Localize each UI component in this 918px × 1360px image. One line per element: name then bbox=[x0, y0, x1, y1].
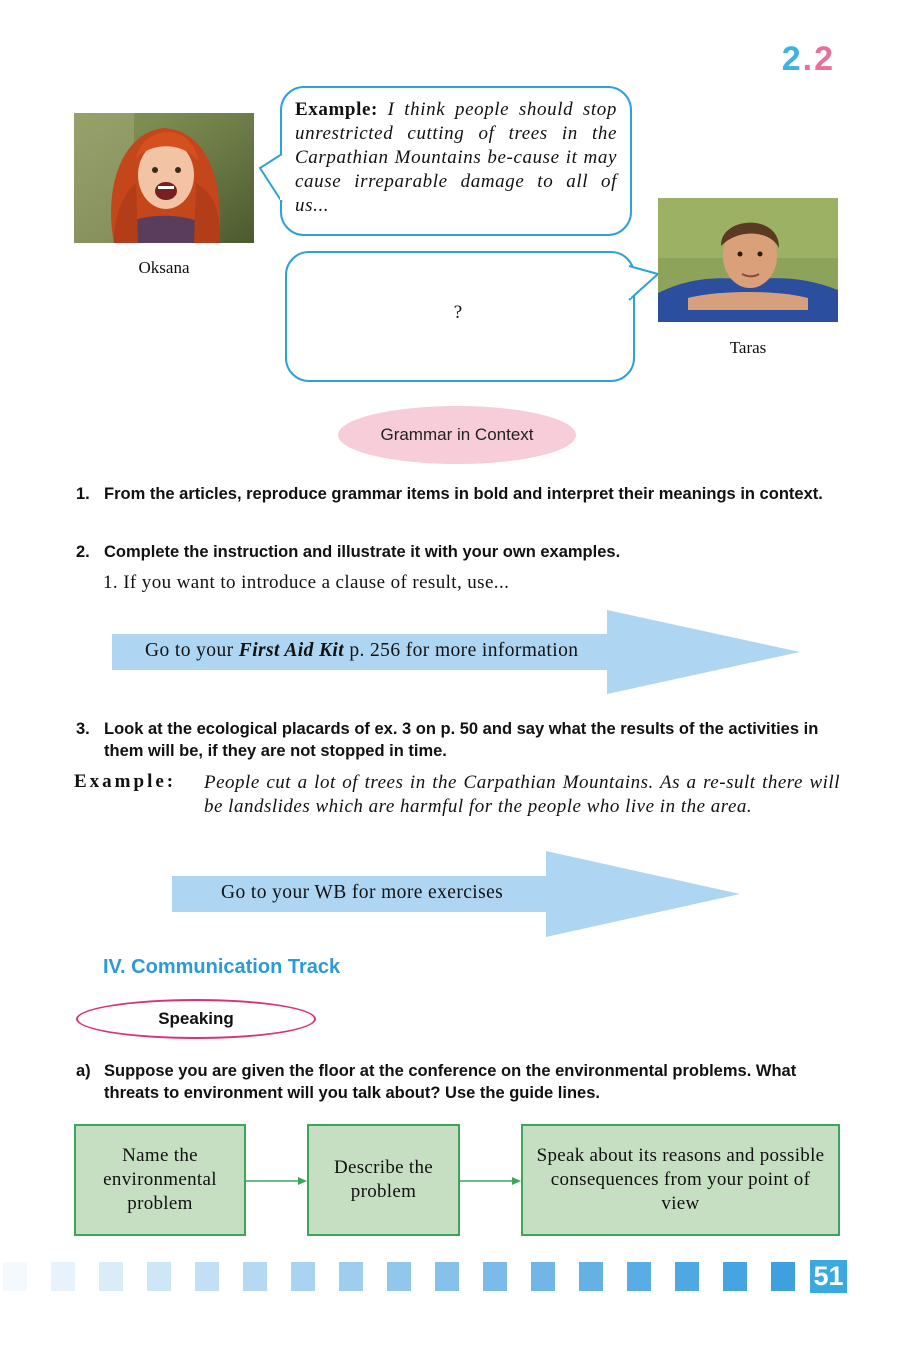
footer-square bbox=[771, 1262, 795, 1291]
section-dot: . bbox=[802, 40, 815, 78]
footer-square bbox=[723, 1262, 747, 1291]
footer-square bbox=[51, 1262, 75, 1291]
footer-square bbox=[531, 1262, 555, 1291]
footer-square bbox=[579, 1262, 603, 1291]
first-aid-kit-title: First Aid Kit bbox=[238, 640, 345, 661]
oksana-caption: Oksana bbox=[138, 258, 190, 277]
section-number bbox=[782, 40, 835, 79]
task-1-number: 1. bbox=[76, 485, 90, 503]
example-label: Example: bbox=[295, 99, 378, 120]
taras-caption: Taras bbox=[729, 338, 767, 357]
oksana-speech-text bbox=[295, 98, 617, 218]
flow-step-3 bbox=[521, 1124, 840, 1236]
flow-arrow-1 bbox=[246, 1174, 308, 1188]
task-3-text: Look at the ecological placards of ex. 3 on p. 50 and say what the results of the activities in them will be, if they are not stopped in time. bbox=[104, 720, 819, 760]
section-major: 2 bbox=[781, 40, 803, 78]
arrow1-suffix: p. 256 for more information bbox=[344, 640, 579, 661]
task-a bbox=[76, 1060, 840, 1104]
footer-square bbox=[291, 1262, 315, 1291]
communication-track-heading: IV. Communication Track bbox=[103, 956, 341, 978]
oksana-speech: I think people should stop unrestricted cutting of trees in the Carpathian Mountains be-cause it may cause irreparable damage to all of us... bbox=[295, 99, 617, 216]
task-1-text: From the articles, reproduce grammar items in bold and interpret their meanings in context. bbox=[104, 485, 823, 503]
taras-photo bbox=[658, 198, 838, 322]
oksana-bubble-tail bbox=[258, 150, 284, 210]
task-a-text: Suppose you are given the floor at the conference on the environmental problems. What threats to environment will you talk about? Use the guide lines. bbox=[104, 1062, 797, 1102]
flow-arrow-2 bbox=[460, 1174, 522, 1188]
task-a-number: a) bbox=[76, 1062, 91, 1080]
footer-square bbox=[243, 1262, 267, 1291]
flow-step-2 bbox=[307, 1124, 460, 1236]
example-text: People cut a lot of trees in the Carpathian Mountains. As a re-sult there will be landslides which are harmful for the people who live in the area. bbox=[204, 772, 840, 817]
footer-square bbox=[483, 1262, 507, 1291]
page-number: 51 bbox=[810, 1260, 847, 1293]
task-3-number: 3. bbox=[76, 720, 90, 738]
footer-square bbox=[675, 1262, 699, 1291]
footer-square bbox=[435, 1262, 459, 1291]
task-1 bbox=[76, 483, 840, 527]
flow-step-1 bbox=[74, 1124, 246, 1236]
footer-square bbox=[147, 1262, 171, 1291]
task-3 bbox=[76, 718, 840, 762]
footer-square bbox=[339, 1262, 363, 1291]
taras-bubble-tail bbox=[626, 262, 660, 322]
example-label-2: Example: bbox=[74, 771, 177, 792]
flow-step-2-text: Describe the problem bbox=[333, 1157, 434, 1202]
footer-square bbox=[627, 1262, 651, 1291]
arrow1-prefix: Go to your bbox=[145, 640, 239, 661]
footer-square bbox=[3, 1262, 27, 1291]
grammar-title: Grammar in Context bbox=[380, 425, 534, 444]
speaking-label bbox=[76, 999, 316, 1039]
wb-reference: Go to your WB for more exercises bbox=[221, 882, 504, 903]
task-2-number: 2. bbox=[76, 543, 90, 561]
flow-step-1-text: Name the environmental problem bbox=[103, 1145, 217, 1214]
speaking-text: Speaking bbox=[158, 1009, 234, 1028]
oksana-photo bbox=[74, 113, 254, 243]
footer-square bbox=[99, 1262, 123, 1291]
grammar-in-context-label bbox=[338, 406, 576, 464]
section-minor: 2 bbox=[814, 40, 835, 78]
first-aid-kit-reference bbox=[145, 640, 578, 662]
footer-square bbox=[195, 1262, 219, 1291]
task-2-text: Complete the instruction and illustrate it with your own examples. bbox=[104, 543, 621, 561]
taras-speech-text: ? bbox=[453, 302, 463, 323]
flow-step-3-text: Speak about its reasons and possible consequences from your point of view bbox=[536, 1145, 825, 1214]
footer-square bbox=[387, 1262, 411, 1291]
instruction-line: 1. If you want to introduce a clause of result, use... bbox=[103, 572, 510, 593]
task-2 bbox=[76, 541, 840, 563]
